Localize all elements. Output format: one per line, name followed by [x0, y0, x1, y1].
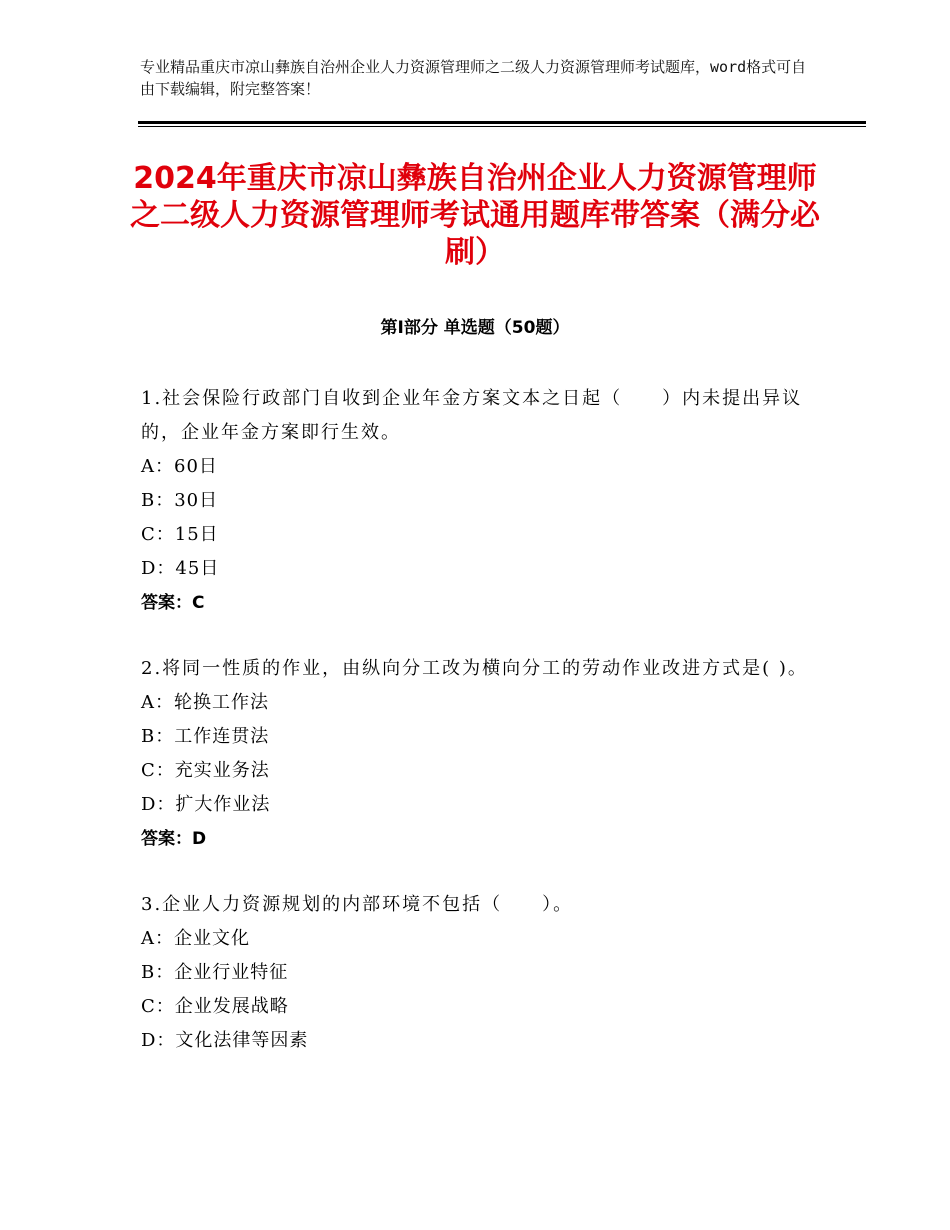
answer: 答案：D	[141, 829, 207, 849]
option-d: D：45日	[141, 558, 220, 579]
option-c: C：企业发展战略	[141, 996, 289, 1017]
question-1	[141, 382, 821, 620]
option-d: D：扩大作业法	[141, 794, 271, 815]
question-3	[141, 888, 821, 1058]
answer: 答案：C	[141, 593, 205, 613]
option-b: B：工作连贯法	[141, 726, 270, 747]
option-c: C：15日	[141, 524, 219, 545]
question-2	[141, 652, 821, 856]
option-b: B：30日	[141, 490, 219, 511]
question-list	[141, 382, 821, 1090]
section-heading: 第Ⅰ部分 单选题（50题）	[380, 318, 570, 338]
question-stem: 3.企业人力资源规划的内部环境不包括（ ）。	[141, 894, 574, 915]
question-stem: 2.将同一性质的作业，由纵向分工改为横向分工的劳动作业改进方式是( )。	[141, 658, 808, 679]
option-b: B：企业行业特征	[141, 962, 289, 983]
header-rule-thin	[138, 126, 866, 127]
question-stem: 1.社会保险行政部门自收到企业年金方案文本之日起（ ）内未提出异议的，企业年金方案即行生效。	[141, 388, 803, 443]
document-title: 2024年重庆市凉山彝族自治州企业人力资源管理师之二级人力资源管理师考试通用题库带答案（满分必刷）	[130, 161, 820, 270]
option-a: A：轮换工作法	[141, 692, 269, 713]
header-note: 专业精品重庆市凉山彝族自治州企业人力资源管理师之二级人力资源管理师考试题库，word格式可自由下载编辑，附完整答案！	[140, 58, 807, 98]
header-rule-thick	[138, 121, 866, 124]
option-d: D：文化法律等因素	[141, 1030, 309, 1051]
option-c: C：充实业务法	[141, 760, 270, 781]
option-a: A：企业文化	[141, 928, 250, 949]
option-a: A：60日	[141, 456, 218, 477]
